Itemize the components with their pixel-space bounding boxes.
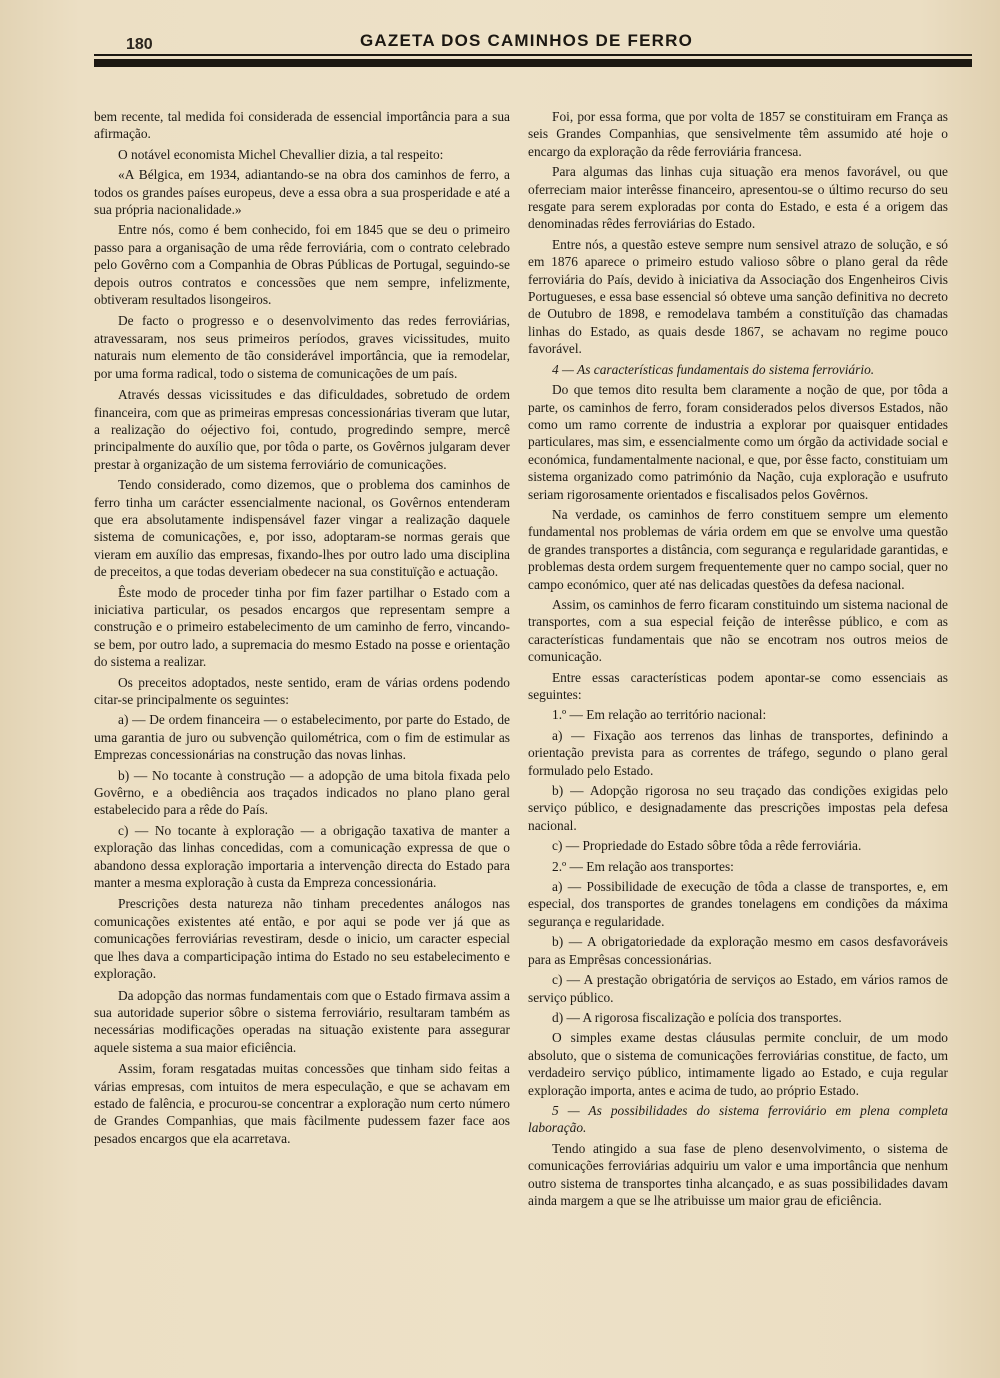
paragraph: bem recente, tal medida foi considerada de essencial importância para a sua afirmação. xyxy=(94,109,510,142)
list-item: a) — Fixação aos terrenos das linhas de transportes, definindo a orientação prevista para as correntes de tráfego, segundo o plano geral formulado pelo Estado. xyxy=(528,727,948,778)
journal-title: GAZETA DOS CAMINHOS DE FERRO xyxy=(360,31,693,50)
list-item: d) — A rigorosa fiscalização e polícia dos transportes. xyxy=(552,1009,842,1025)
paragraph: Entre essas características podem apontar-se como essenciais as seguintes: xyxy=(528,669,948,702)
list-item: a) — Possibilidade de execução de tôda a classe de transportes, e, em especial, dos transportes de grandes tonelagens em condições da máxima segurança e regularidade. xyxy=(528,879,948,929)
list-item: b) — No tocante à construção — a adopção de uma bitola fixada pelo Govêrno, e a obediência aos traçados indicados no plano plano geral estabelecido para a rêde do País. xyxy=(94,767,510,818)
list-heading: 1.º — Em relação ao território nacional: xyxy=(552,707,767,723)
header-rule-thick xyxy=(94,59,972,67)
paragraph: De facto o progresso e o desenvolvimento das redes ferroviárias, atravessaram, nos seus primeiros períodos, graves vicissitudes, muito naturais num elemento de tão considerável importância, que ia remodelar, por uma forma radical, todo o sistema de comunicações de um país. xyxy=(94,313,510,381)
page-number: 180 xyxy=(126,36,153,53)
paragraph: Êste modo de proceder tinha por fim fazer partilhar o Estado com a iniciativa particular, os pesados encargos que representam sempre a construção e o primeiro estabelecimento de um caminho de ferro, vincando-se bem, por outro lado, a supremacia do mesmo Estado na posse e orientação do sistema a realizar. xyxy=(94,584,510,670)
paragraph: Entre nós, como é bem conhecido, foi em 1845 que se deu o primeiro passo para a organisação de uma rêde ferroviária, com o contrato celebrado pelo Govêrno com a Companhia de Obras Públicas de Portugal, seguindo-se depois outros contratos e concessões que nem sempre, infelizmente, obtiveram resultados lisongeiros. xyxy=(94,222,510,308)
section-heading: 4 — As características fundamentais do sistema ferroviário. xyxy=(552,361,875,377)
paragraph: Na verdade, os caminhos de ferro constituem sempre um elemento fundamental nos problemas de vária ordem em que se envolve uma questão de grandes transportes a distância, com segurança e regularidade garantidas, e problemas desta ordem surgem frequentemente quer no campo social, quer no campo económico, quer até nas delicadas questões da defesa nacional. xyxy=(528,506,948,592)
left-column xyxy=(94,108,510,1150)
paragraph: O notável economista Michel Chevallier dizia, a tal respeito: xyxy=(118,146,444,162)
paragraph: Tendo considerado, como dizemos, que o problema dos caminhos de ferro tinha um carácter essencialmente nacional, os Govêrnos entenderam que era absolutamente indispensável fazer vingar a realização daquele sistema de comunicações, e, por isso, adoptaram-se normas gerais que vieram em auxílio das empresas, fixando-lhes por outro lado uma disciplina de preceitos, a que todas deveriam obedecer na sua constituïção e actuação. xyxy=(94,477,510,580)
paragraph: Assim, foram resgatadas muitas concessões que tinham sido feitas a várias empresas, com intuitos de mera especulação, e que se achavam em estado de falência, e procurou-se concentrar a exploração num certo número de Grandes Companhias, que mais fàcilmente pudessem fazer face aos pesados encargos que ela acarretava. xyxy=(94,1061,510,1146)
header-rule-thin xyxy=(94,54,972,56)
section-heading: 5 — As possibilidades do sistema ferroviário em plena completa laboração. xyxy=(528,1102,948,1136)
paragraph: Prescrições desta natureza não tinham precedentes análogos nas comunicações existentes até então, e por aqui se pode ver já que as comunicações ferroviárias revestiram, desde o inicio, um caracter especial que lhes dava a comparticipação intima do Estado no seu estabelecimento e exploração. xyxy=(94,896,510,982)
list-item: c) — Propriedade do Estado sôbre tôda a rêde ferroviária. xyxy=(552,838,862,854)
paragraph: O simples exame destas cláusulas permite concluir, de um modo absoluto, que o sistema de comunicações ferroviárias constitue, de facto, um verdadeiro serviço público, intimamente ligado ao Estado, e cuja regular exploração importa, antes e acima de tudo, ao próprio Estado. xyxy=(528,1030,948,1098)
paragraph: Foi, por essa forma, que por volta de 1857 se constituiram em França as seis Grandes Companhias, que sensivelmente têm assumido até hoje o encargo da exploração da rêde ferroviária francesa. xyxy=(528,109,948,159)
list-item: c) — No tocante à exploração — a obrigação taxativa de manter a exploração das linhas concedidas, com a comunicação expressa de que o abandono dessa exploração importaria a intervenção directa do Estado para manter a mesma exploração à custa da Empreza concessionária. xyxy=(94,822,510,891)
list-heading: 2.º — Em relação aos transportes: xyxy=(552,858,734,874)
page-header xyxy=(94,30,972,74)
paragraph: Da adopção das normas fundamentais com que o Estado firmava assim a sua autoridade superior sôbre o sistema ferroviário, resultaram também as necessárias modificações operadas na situação existente para assegurar aquele sistema a sua maior eficiência. xyxy=(94,987,510,1055)
paragraph: Através dessas vicissitudes e das dificuldades, sobretudo de ordem financeira, com que as primeiras empresas concessionárias tiveram que lutar, a realização do oéjectivo foi, contudo, progredindo sempre, mercê principalmente do auxílio que, por tôda o parte, os Govêrnos julgaram dever prestar à organização de um sistema ferroviário de comunicações. xyxy=(94,387,510,472)
paragraph: Para algumas das linhas cuja situação era menos favorável, ou que oferreciam maior interêsse financeiro, apresentou-se o último recurso do seu resgate para serem exploradas por conta do Estado, e esta é a origem das denominadas rêdes ferroviárias do Estado. xyxy=(528,164,948,232)
paragraph: Entre nós, a questão esteve sempre num sensivel atrazo de solução, e só em 1876 aparece o primeiro estudo valioso sôbre o plano geral da rêde ferroviária do País, devido à iniciativa da Associação dos Engenheiros Civis Portugueses, e essa base essencial só obteve uma sanção definitiva no decreto de Outubro de 1898, e remodelava também a constituïção das chamadas linhas do Estado, as quais desde 1867, se achavam no regime pouco favorável. xyxy=(528,236,948,357)
paragraph: Os preceitos adoptados, neste sentido, eram de várias ordens podendo citar-se principalmente os seguintes: xyxy=(94,674,510,707)
right-column xyxy=(528,108,948,1212)
paragraph: Do que temos dito resulta bem claramente a noção de que, por tôda a parte, os caminhos de ferro, foram considerados pelos diversos Estados, não como um ramo corrente de industria a explorar por quaisquer entidades particulares, mas sim, e essencialmente como um órgão da actividade social e económica, fundamentalmente nacional, e que, por êsse facto, constituiam um sistema organizado como património da Nação, cuja exploração e usufruto seriam rigorosamente orientados e fiscalisados pelos Govêrnos. xyxy=(528,382,948,502)
list-item: b) — Adopção rigorosa no seu traçado das condições exigidas pelo serviço público, e designadamente das prescrições impostas pela defesa nacional. xyxy=(528,783,948,833)
list-item: c) — A prestação obrigatória de serviços ao Estado, em vários ramos de serviço público. xyxy=(528,972,948,1005)
list-item: b) — A obrigatoriedade da exploração mesmo em casos desfavoráveis para as Emprêsas concessionárias. xyxy=(528,934,948,967)
quotation: «A Bélgica, em 1934, adiantando-se na obra dos caminhos de ferro, a todos os grandes países europeus, deve a essa obra a sua prosperidade e até a sua própria nacionalidade.» xyxy=(94,167,510,218)
list-item: a) — De ordem financeira — o estabelecimento, por parte do Estado, de uma garantia de juro ou subvenção quilométrica, com o fim de estimular as Emprezas concessionárias na construção das novas linhas. xyxy=(94,712,510,763)
paragraph: Assim, os caminhos de ferro ficaram constituindo um sistema nacional de transportes, com a sua especial feição de interêsse público, e com as características fundamentais que não se encotram nos outros meios de comunicação. xyxy=(528,596,948,665)
paragraph: Tendo atingido a sua fase de pleno desenvolvimento, o sistema de comunicações ferroviárias adquiriu um valor e uma importância que nenhum outro sistema de transportes tinha alcançado, e as suas possibilidades davam ainda margem a que se lhe atribuisse um maior grau de eficiência. xyxy=(528,1140,948,1208)
